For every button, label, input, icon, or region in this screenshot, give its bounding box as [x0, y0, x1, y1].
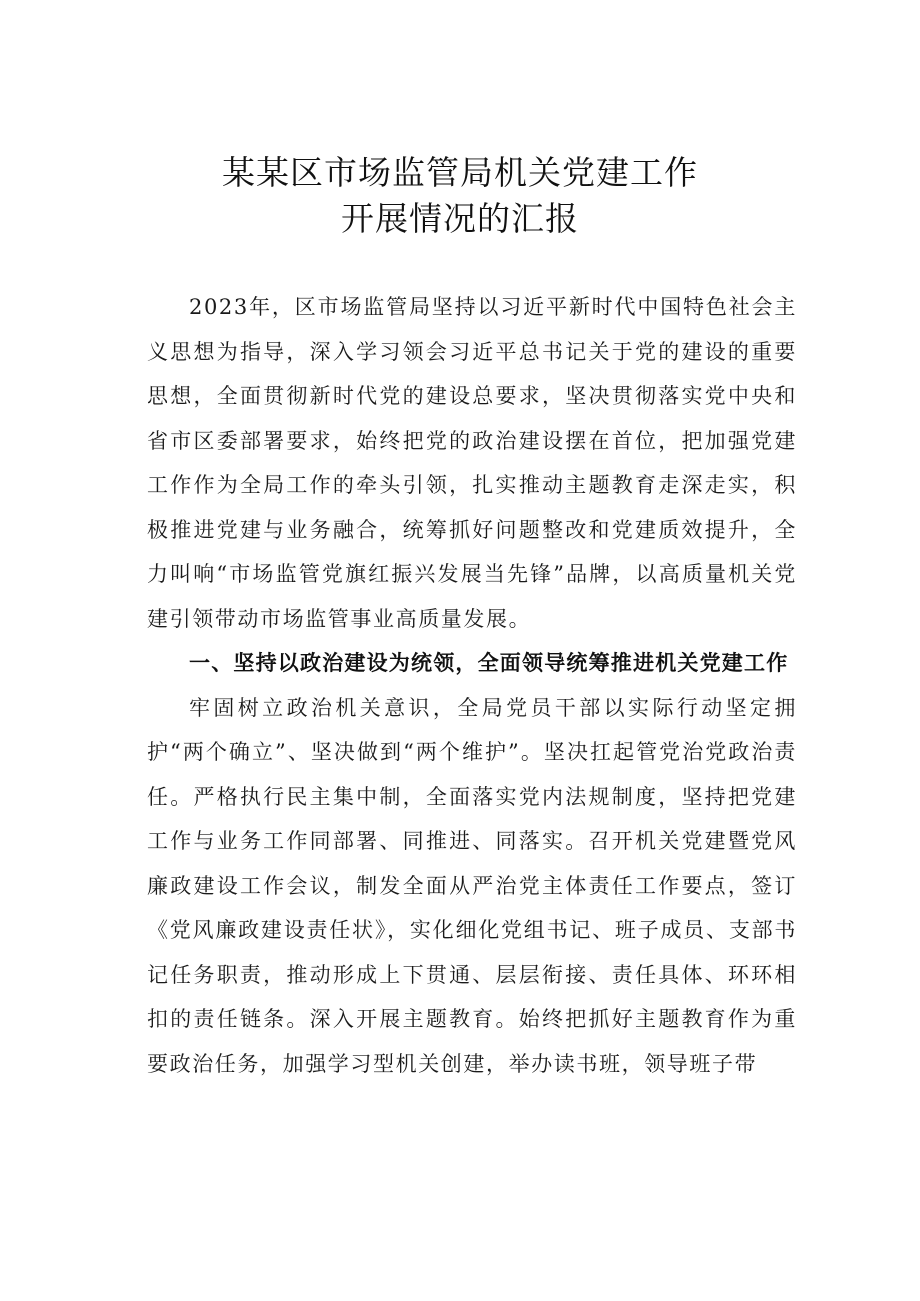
title-line-2: 开展情况的汇报: [341, 199, 579, 238]
section-1-paragraph: 牢固树立政治机关意识，全局党员干部以实际行动坚定拥护“两个确立”、坚决做到“两个维护”。坚决扛起管党治党政治责任。严格执行民主集中制，全面落实党内法规制度，坚持把党建工作与业务工作同部署、同推进、同落实。召开机关党建暨党风廉政建设工作会议，制发全面从严治党主体责任工作要点，签订《党风廉政建设责任状》，实化细化党组书记、班子成员、支部书记任务职责，推动形成上下贯通、层层衔接、责任具体、环环相扣的责任链条。深入开展主题教育。始终把抓好主题教育作为重要政治任务，加强学习型机关创建，举办读书班，领导班子带: [147, 695, 797, 1076]
document-body: [147, 285, 797, 1086]
intro-paragraph: 2023年，区市场监管局坚持以习近平新时代中国特色社会主义思想为指导，深入学习领会习近平总书记关于党的建设的重要思想，全面贯彻新时代党的建设总要求，坚决贯彻落实党中央和省市区委部署要求，始终把党的政治建设摆在首位，把加强党建工作作为全局工作的牵头引领，扎实推动主题教育走深走实，积极推进党建与业务融合，统筹抓好问题整改和党建质效提升，全力叫响“市场监管党旗红振兴发展当先锋”品牌，以高质量机关党建引领带动市场监管事业高质量发展。: [147, 295, 797, 631]
section-1-heading: 一、坚持以政治建设为统领，全面领导统筹推进机关党建工作: [189, 651, 789, 675]
document-title: [0, 150, 920, 242]
title-line-1: 某某区市场监管局机关党建工作: [222, 153, 698, 192]
